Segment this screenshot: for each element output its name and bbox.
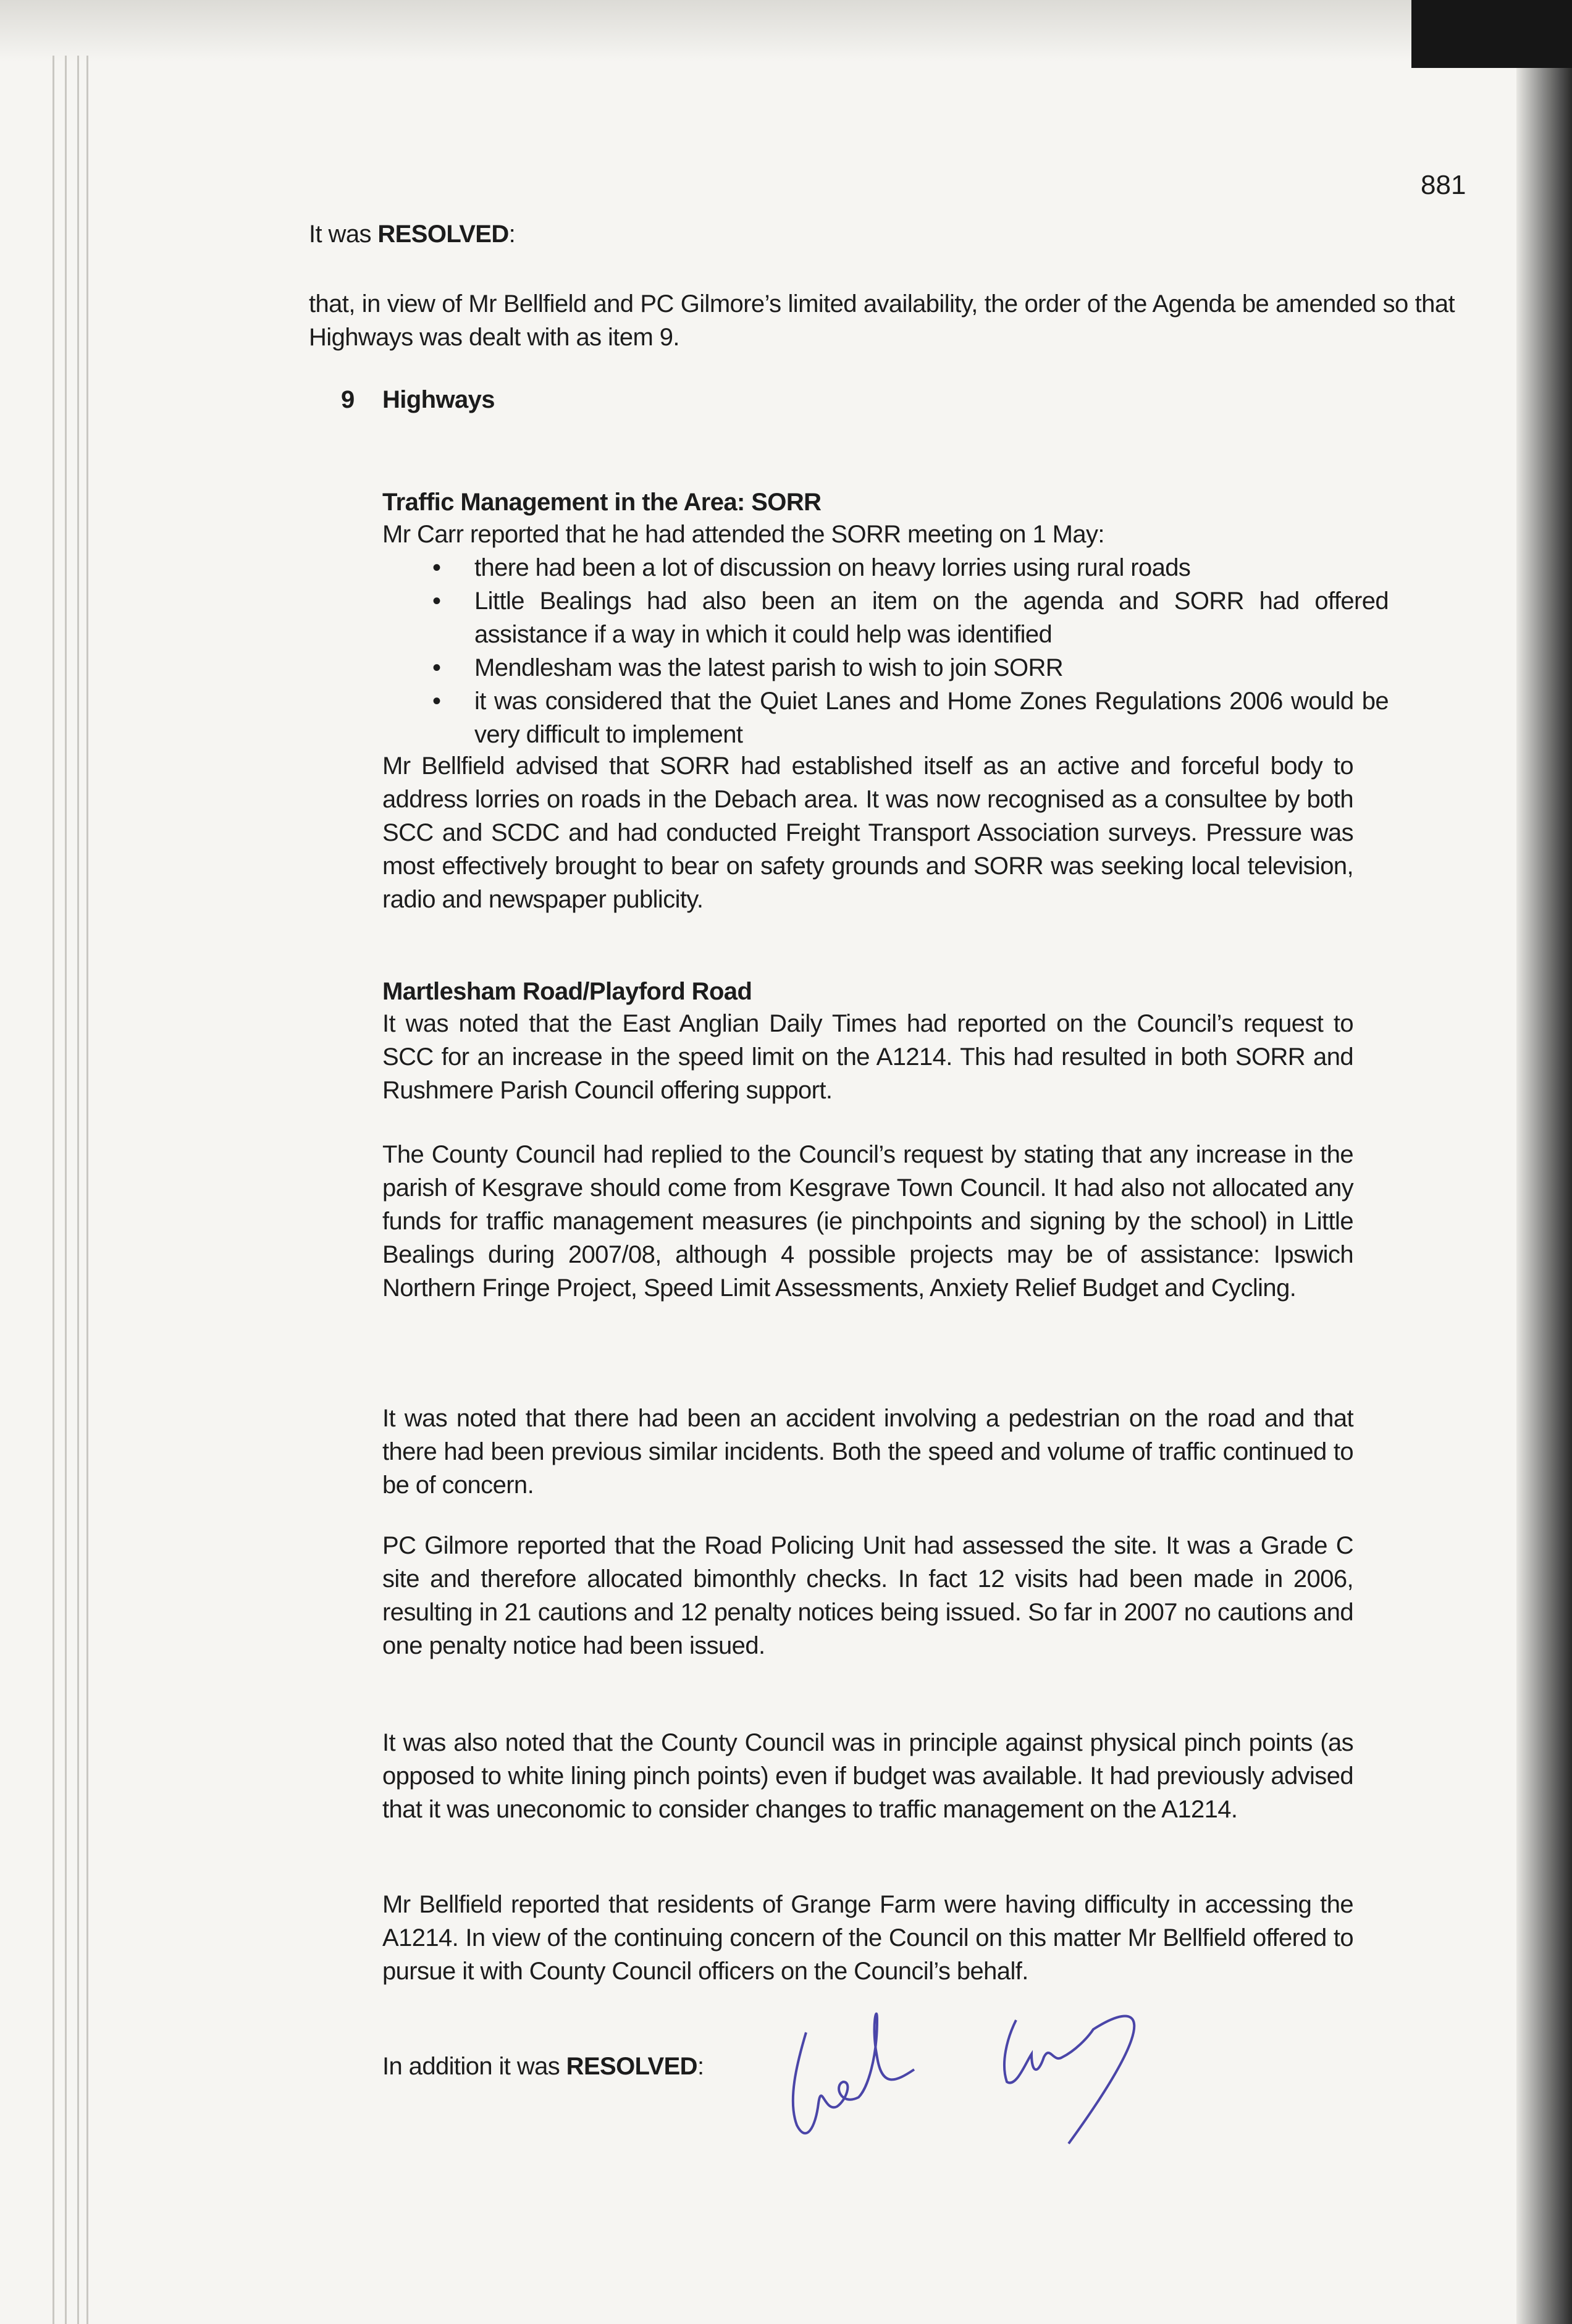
sorr-heading: Traffic Management in the Area: SORR (382, 489, 822, 516)
bullet-icon: • (432, 554, 441, 581)
page-edge (53, 56, 54, 2324)
paragraph: It was noted that the East Anglian Daily Times had reported on the Council’s request to SCC for an increase in the speed limit on the A1214. This had resulted in both SORR and Rushmere Parish Council offering support. (382, 1010, 1353, 1104)
list-item (432, 584, 1389, 651)
bullet-text: there had been a lot of discussion on heavy lorries using rural roads (474, 554, 1191, 581)
bullet-icon: • (432, 587, 441, 615)
text: It was (309, 221, 378, 248)
martlesham-heading: Martlesham Road/Playford Road (382, 978, 752, 1005)
text: : (508, 221, 516, 248)
text: : (697, 2053, 704, 2080)
bullet-text: it was considered that the Quiet Lanes and Home Zones Regulations 2006 would be very difficult to implement (474, 688, 1389, 748)
sorr-paragraph: Mr Bellfield advised that SORR had established itself as an active and forceful body to address lorries on roads in the Debach area. It was now recognised as a consultee by both SCC and SCDC and had conducted Freight Transport Association surveys. Pressure was most effectively brought to bear on safety grounds and SORR was seeking local television, radio and newspaper publicity. (382, 752, 1353, 913)
list-item (432, 651, 1389, 684)
page-edge (77, 56, 79, 2324)
resolved-closing (382, 2050, 704, 2083)
sorr-bullets (432, 551, 1389, 751)
paragraph: PC Gilmore reported that the Road Policing Unit had assessed the site. It was a Grade C site and therefore allocated bimonthly checks. In fact 12 visits had been made in 2006, resulting in 21 cautions and 12 penalty notices being issued. So far in 2007 no cautions and one penalty notice had been issued. (382, 1532, 1353, 1659)
section-number: 9 (341, 386, 355, 413)
sorr-lead: Mr Carr reported that he had attended the SORR meeting on 1 May: (382, 521, 1104, 548)
paragraph: It was also noted that the County Council was in principle against physical pinch points (as opposed to white lining pinch points) even if budget was available. It had previously advised that it was uneconomic to consider changes to traffic management on the A1214. (382, 1729, 1353, 1823)
page-edge (86, 56, 88, 2324)
handwritten-signature (772, 1995, 1421, 2150)
bullet-text: Mendlesham was the latest parish to wish to join SORR (474, 654, 1064, 681)
section-title: Highways (382, 386, 495, 413)
resolved-intro (309, 217, 515, 251)
list-item (432, 551, 1389, 584)
list-item (432, 684, 1389, 751)
keyword: RESOLVED (566, 2053, 697, 2080)
bullet-icon: • (432, 688, 441, 715)
keyword: RESOLVED (377, 221, 509, 248)
bullet-text: Little Bealings had also been an item on the agenda and SORR had offered assistance if a way in which it could help was identified (474, 587, 1389, 648)
bullet-icon: • (432, 654, 441, 681)
paragraph: Mr Bellfield reported that residents of Grange Farm were having difficulty in accessing the A1214. In view of the continuing concern of the Council on this matter Mr Bellfield offered to pursue it with County Council officers on the Council’s behalf. (382, 1891, 1353, 1985)
paragraph: The County Council had replied to the Council’s request by stating that any increase in the parish of Kesgrave should come from Kesgrave Town Council. It had also not allocated any funds for traffic management measures (ie pinchpoints and signing by the school) in Little Bealings during 2007/08, although 4 possible projects may be of assistance: Ipswich Northern Fringe Project, Speed Limit Assessments, Anxiety Relief Budget and Cycling. (382, 1141, 1353, 1302)
resolution-text: that, in view of Mr Bellfield and PC Gilmore’s limited availability, the order of the Agenda be amended so that Highways was dealt with as item 9. (309, 290, 1455, 351)
page-number: 881 (1421, 170, 1466, 200)
scan-background (1411, 0, 1572, 68)
paragraph: It was noted that there had been an accident involving a pedestrian on the road and that there had been previous similar incidents. Both the speed and volume of traffic continued to be of concern. (382, 1405, 1353, 1499)
scan-shadow (0, 0, 1421, 62)
book-spine-edge (1516, 0, 1572, 2324)
page-edge (65, 56, 67, 2324)
text: In addition it was (382, 2053, 566, 2080)
